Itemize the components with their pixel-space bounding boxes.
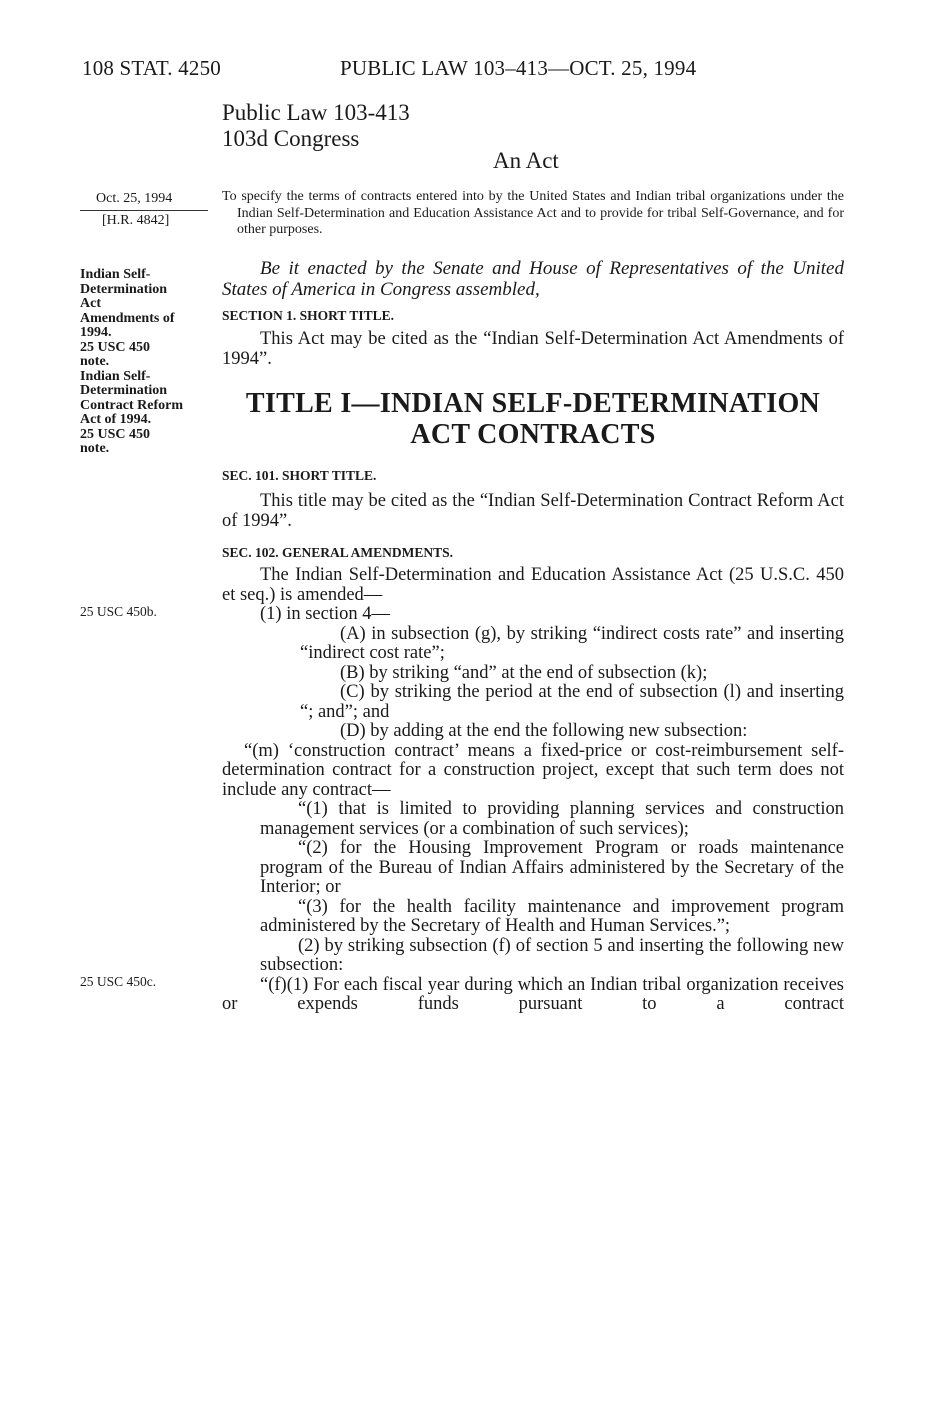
margin-note-line: Act: [80, 296, 101, 311]
margin-short-title-notes: [80, 268, 208, 457]
margin-note-line: Amendments of: [80, 310, 175, 326]
margin-note-line: Determination: [80, 281, 168, 297]
law-title-block: [222, 100, 410, 152]
running-title: PUBLIC LAW 103–413—OCT. 25, 1994: [340, 56, 697, 80]
page-reference: 108 STAT. 4250: [82, 56, 221, 80]
section-102-heading: SEC. 102. GENERAL AMENDMENTS.: [222, 545, 454, 560]
subparagraph-d: (D) by adding at the end the following new subsection:: [340, 721, 748, 741]
margin-note-line: Indian Self-: [80, 267, 151, 282]
subparagraph-b: (B) by striking “and” at the end of subsection (k);: [340, 662, 708, 683]
margin-note-line: note.: [80, 354, 110, 369]
section-1-text: This Act may be cited as the “Indian Self-Determination Act Amendments of 1994”.: [222, 329, 844, 369]
section-1-heading: SECTION 1. SHORT TITLE.: [222, 308, 394, 323]
margin-note-line: Indian Self-: [80, 368, 151, 384]
margin-note-line: Act of 1994.: [80, 412, 152, 427]
margin-cite-450c: 25 USC 450c.: [80, 974, 157, 989]
clause-m-1: “(1) that is limited to providing planning services and construction management services (or a combination of such services);: [260, 799, 844, 839]
subparagraph-a: [222, 625, 844, 664]
congress: 103d Congress: [222, 126, 360, 151]
enacting-clause: Be it enacted by the Senate and House of Representatives of the United States of America in Congress assembled,: [222, 258, 844, 300]
subsection-m: “(m) ‘construction contract’ means a fixed-price or cost-reimbursement self-determination contract for a construction project, except that such term does not include any contract—: [222, 740, 844, 800]
section-101-heading: SEC. 101. SHORT TITLE.: [222, 468, 377, 483]
margin-cite-450b: 25 USC 450b.: [80, 604, 157, 619]
public-law-number: Public Law 103-413: [222, 100, 410, 125]
act-purpose: To specify the terms of contracts entered into by the United States and Indian tribal organizations under the Indian Self-Determination and Education Assistance Act and to provide for tribal Self-Governance, and for other purposes.: [222, 189, 844, 237]
margin-note-line: Contract Reform: [80, 397, 184, 413]
an-act-heading: An Act: [493, 148, 559, 173]
section-101-text: This title may be cited as the “Indian Self-Determination Contract Reform Act of 1994”.: [222, 491, 844, 531]
margin-note-line: 25 USC 450: [80, 339, 151, 355]
subparagraph-c: (C) by striking the period at the end of subsection (l) and inserting “; and”; and: [300, 682, 844, 722]
margin-date: Oct. 25, 1994: [96, 191, 173, 206]
paragraph-2: (2) by striking subsection (f) of section 5 and inserting the following new subsection:: [260, 935, 844, 975]
title-i-heading: [222, 388, 844, 450]
clause-m-3: “(3) for the health facility maintenance and improvement program administered by the Secretary of Health and Human Services.”;: [260, 896, 844, 936]
subparagraph-a-text: (A) in subsection (g), by striking “indirect costs rate” and inserting “indirect cost rate”;: [300, 623, 844, 663]
paragraph-1: (1) in section 4—: [260, 604, 390, 624]
margin-divider: [80, 210, 208, 211]
subsection-f-1: “(f)(1) For each fiscal year during which an Indian tribal organization receives or expends funds pursuant to a contract: [222, 974, 844, 1014]
title-i-line-2: ACT CONTRACTS: [410, 419, 656, 450]
section-102-intro: The Indian Self-Determination and Education Assistance Act (25 U.S.C. 450 et seq.) is amended—: [222, 565, 844, 605]
clause-m-2: “(2) for the Housing Improvement Program or roads maintenance program of the Bureau of Indian Affairs administered by the Secretary of the Interior; or: [260, 838, 844, 897]
margin-note-line: 1994.: [80, 325, 112, 340]
margin-note-line: note.: [80, 441, 110, 456]
section-102-body: [222, 566, 844, 1015]
margin-bill-number: [H.R. 4842]: [102, 213, 170, 228]
title-i-line-1: TITLE I—INDIAN SELF-DETERMINATION: [245, 388, 821, 419]
margin-note-line: 25 USC 450: [80, 426, 151, 442]
margin-note-line: Determination: [80, 383, 168, 398]
